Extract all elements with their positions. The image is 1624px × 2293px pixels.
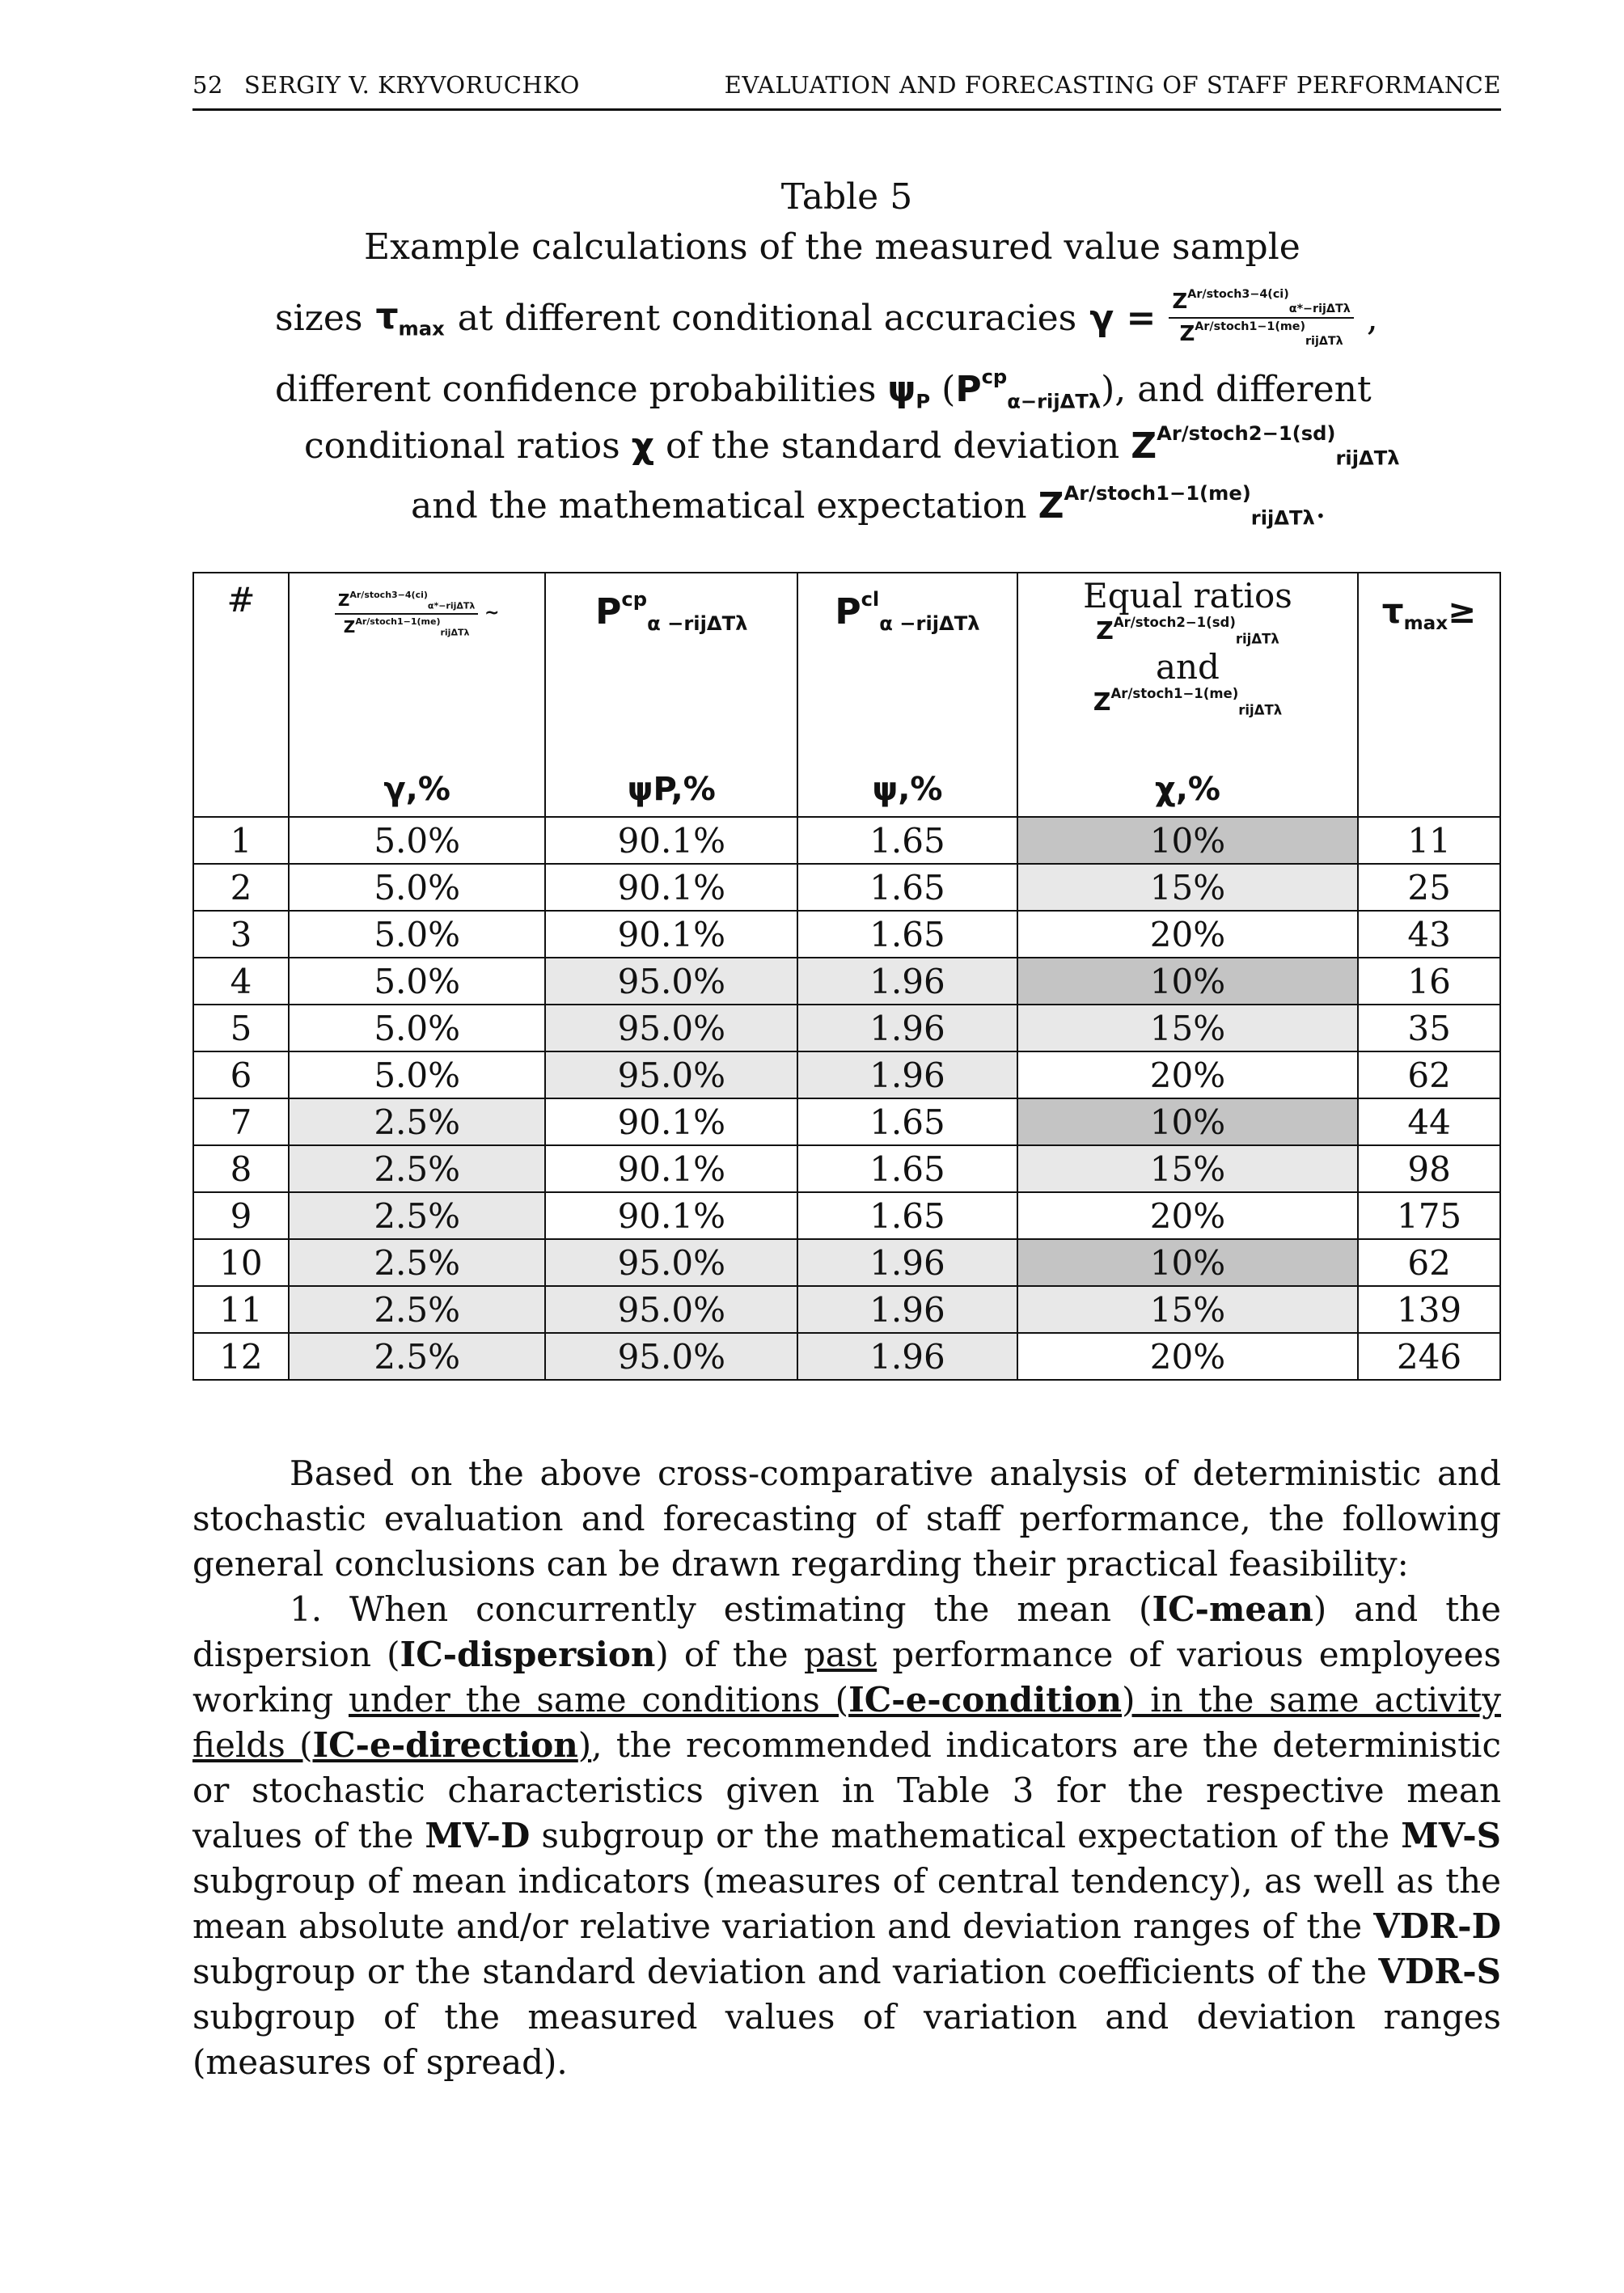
table-row — [193, 1098, 1500, 1145]
psiP-cell: 95.0% — [545, 1333, 797, 1380]
row-number-cell: 5 — [193, 1005, 289, 1051]
table-caption-label: Table 5 — [780, 176, 913, 218]
header-psi: $P^{cl}_{\alpha -rij\Delta T\lambda}$ ψ,% — [797, 573, 1017, 817]
row-number-cell: 7 — [193, 1098, 289, 1145]
chi-cell: 15% — [1017, 1145, 1358, 1192]
psiP-cell: 95.0% — [545, 1005, 797, 1051]
psiP-cell: 95.0% — [545, 958, 797, 1005]
chi-cell: 10% — [1017, 817, 1358, 864]
psiP-cell: 90.1% — [545, 817, 797, 864]
chi-cell: 10% — [1017, 1239, 1358, 1286]
paragraph-1: Based on the above cross-comparative analysis of deterministic and stochastic evaluation and forecasting of staff performance, the following general conclusions can be drawn regarding their practical feasibility: — [192, 1453, 1501, 1584]
psi-cell: 1.96 — [797, 958, 1017, 1005]
table-row — [193, 1239, 1500, 1286]
tau-max-cell: 175 — [1358, 1192, 1500, 1239]
tau-max-cell: 16 — [1358, 958, 1500, 1005]
gamma-cell: 5.0% — [289, 911, 546, 958]
author-name: SERGIY V. KRYVORUCHKO — [243, 71, 580, 99]
psi-cell: 1.65 — [797, 864, 1017, 911]
psiP-cell: 90.1% — [545, 1098, 797, 1145]
table-row — [193, 1333, 1500, 1380]
caption-line-2: sizes $\tau_{max}$ at different conditional accuracies γ = $\frac{Z^{Ar/stoch3-4(ci)}_{\alpha*-rij\Delta T\lambda}}{Z^{Ar/stoch1-1(me)}_{rij\Delta T\lambda}}$ , — [275, 288, 1378, 348]
table-row — [193, 817, 1500, 864]
chi-cell: 20% — [1017, 1051, 1358, 1098]
table-row — [193, 958, 1500, 1005]
psiP-cell: 90.1% — [545, 1145, 797, 1192]
psi-cell: 1.96 — [797, 1239, 1017, 1286]
header-rule — [192, 108, 1501, 111]
gamma-cell: 5.0% — [289, 864, 546, 911]
gamma-cell: 2.5% — [289, 1333, 546, 1380]
row-number-cell: 1 — [193, 817, 289, 864]
gamma-cell: 5.0% — [289, 817, 546, 864]
psi-cell: 1.96 — [797, 1051, 1017, 1098]
chi-cell: 20% — [1017, 1192, 1358, 1239]
chi-cell: 10% — [1017, 1098, 1358, 1145]
caption-line-4: conditional ratios χ of the standard deviation $Z^{Ar/stoch2-1(sd)}_{rij\Delta T\lambda}$ — [304, 422, 1400, 470]
psi-cell: 1.65 — [797, 1192, 1017, 1239]
table-row — [193, 1286, 1500, 1333]
tau-max-symbol: $\tau_{max}$ — [375, 295, 445, 341]
gamma-cell: 5.0% — [289, 1051, 546, 1098]
results-table — [192, 572, 1501, 1381]
table-row — [193, 864, 1500, 911]
tau-max-cell: 35 — [1358, 1005, 1500, 1051]
psi-cell: 1.96 — [797, 1286, 1017, 1333]
gamma-cell: 2.5% — [289, 1192, 546, 1239]
paragraph-2: 1. When concurrently estimating the mean (IC-mean) and the dispersion (IC-dispersion) of the past performance of various employees working under the same conditions (IC-e-condition) in the same activity fields (IC-e-direction), the recommended indicators are the deterministic or stochastic characteristics given in Table 3 for the respective mean values of the MV-D subgroup or the mathematical expectation of the MV-S subgroup of mean indicators (measures of central tendency), as well as the mean absolute and/or relative variation and deviation ranges of the VDR-D subgroup or the standard deviation and variation coefficients of the VDR-S subgroup of the measured values of variation and deviation ranges (measures of spread). — [192, 1589, 1502, 2082]
psiP-cell: 95.0% — [545, 1239, 797, 1286]
psi-cell: 1.65 — [797, 817, 1017, 864]
row-number-cell: 10 — [193, 1239, 289, 1286]
psi-cell: 1.96 — [797, 1005, 1017, 1051]
row-number-cell: 6 — [193, 1051, 289, 1098]
row-number-cell: 12 — [193, 1333, 289, 1380]
row-number-cell: 9 — [193, 1192, 289, 1239]
header-number: # — [193, 573, 289, 817]
psiP-cell: 90.1% — [545, 1192, 797, 1239]
chi-cell: 15% — [1017, 1005, 1358, 1051]
psi-cell: 1.65 — [797, 1098, 1017, 1145]
table-row — [193, 911, 1500, 958]
row-number-cell: 3 — [193, 911, 289, 958]
gamma-fraction: $\frac{Z^{Ar/stoch3-4(ci)}_{\alpha*-rij\Delta T\lambda}}{Z^{Ar/stoch1-1(me)}_{rij\Delta T\lambda}}$ — [1169, 288, 1353, 348]
book-title: EVALUATION AND FORECASTING OF STAFF PERFORMANCE — [724, 71, 1501, 99]
tau-max-cell: 43 — [1358, 911, 1500, 958]
row-number-cell: 8 — [193, 1145, 289, 1192]
table-row — [193, 1192, 1500, 1239]
psiP-cell: 95.0% — [545, 1051, 797, 1098]
tau-max-cell: 62 — [1358, 1239, 1500, 1286]
running-header — [192, 71, 1501, 99]
table-row — [193, 1145, 1500, 1192]
gamma-cell: 5.0% — [289, 1005, 546, 1051]
row-number-cell: 4 — [193, 958, 289, 1005]
header-gamma: $\frac{Z^{Ar/stoch3-4(ci)}_{\alpha*-rij\Delta T\lambda}}{Z^{Ar/stoch1-1(me)}_{rij\Delta T\lambda}}$ ~ γ,% — [289, 573, 546, 817]
table-header-row — [193, 573, 1500, 817]
table-row — [193, 1005, 1500, 1051]
caption-line-1: Example calculations of the measured value sample — [364, 226, 1300, 268]
gamma-cell: 2.5% — [289, 1286, 546, 1333]
tau-max-cell: 139 — [1358, 1286, 1500, 1333]
row-number-cell: 2 — [193, 864, 289, 911]
header-psiP: $P^{cp}_{\alpha -rij\Delta T\lambda}$ ψP,% — [545, 573, 797, 817]
tau-max-cell: 62 — [1358, 1051, 1500, 1098]
psiP-cell: 90.1% — [545, 911, 797, 958]
tau-max-cell: 98 — [1358, 1145, 1500, 1192]
tau-max-cell: 44 — [1358, 1098, 1500, 1145]
chi-cell: 20% — [1017, 1333, 1358, 1380]
psiP-cell: 90.1% — [545, 864, 797, 911]
gamma-cell: 2.5% — [289, 1239, 546, 1286]
psi-cell: 1.96 — [797, 1333, 1017, 1380]
gamma-cell: 2.5% — [289, 1145, 546, 1192]
table-row — [193, 1051, 1500, 1098]
row-number-cell: 11 — [193, 1286, 289, 1333]
caption-line-3: different confidence probabilities $\psi_P$ $(P^{cp}_{\alpha-rij\Delta T\lambda})$, and different — [275, 366, 1372, 413]
psiP-cell: 95.0% — [545, 1286, 797, 1333]
chi-cell: 20% — [1017, 911, 1358, 958]
page-number: 52 — [192, 71, 223, 99]
table-body — [193, 817, 1500, 1380]
header-chi: Equal ratios $Z^{Ar/stoch2-1(sd)}_{rij\Delta T\lambda}$ and $Z^{Ar/stoch1-1(me)}_{rij\Delta T\lambda}$ χ,% — [1017, 573, 1358, 817]
psi-cell: 1.65 — [797, 911, 1017, 958]
tau-max-cell: 11 — [1358, 817, 1500, 864]
chi-cell: 15% — [1017, 864, 1358, 911]
psi-cell: 1.65 — [797, 1145, 1017, 1192]
chi-cell: 15% — [1017, 1286, 1358, 1333]
caption-line-5: and the mathematical expectation $Z^{Ar/stoch1-1(me)}_{rij\Delta T\lambda}$. — [411, 482, 1326, 530]
tau-max-cell: 25 — [1358, 864, 1500, 911]
body-text — [192, 1451, 1501, 2085]
tau-max-cell: 246 — [1358, 1333, 1500, 1380]
chi-cell: 10% — [1017, 958, 1358, 1005]
header-tau-max: $\tau_{max}\ge$ — [1358, 573, 1500, 817]
gamma-cell: 5.0% — [289, 958, 546, 1005]
gamma-cell: 2.5% — [289, 1098, 546, 1145]
